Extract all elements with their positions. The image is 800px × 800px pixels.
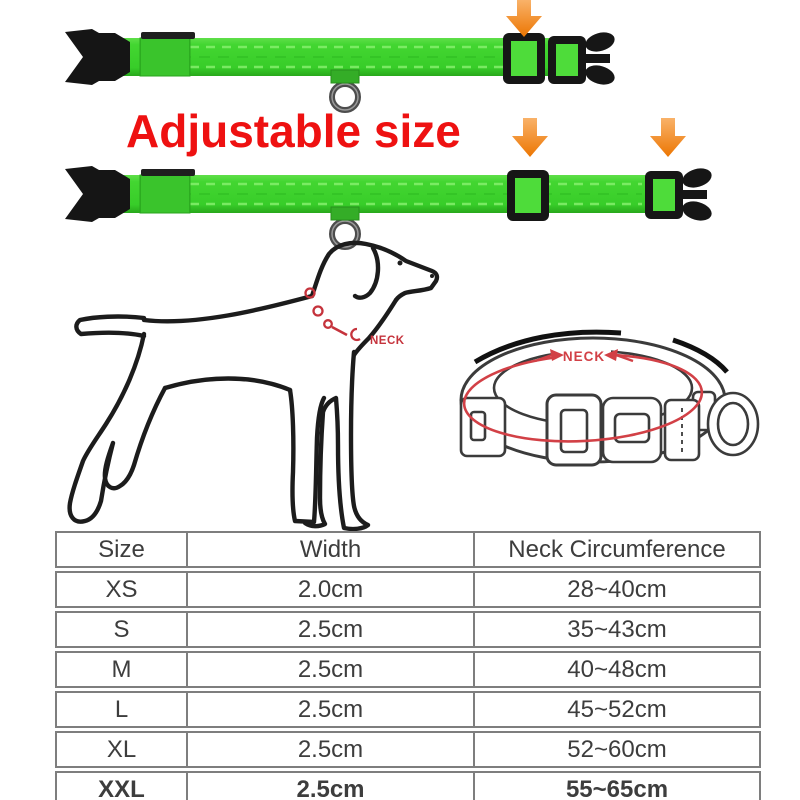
adjustment-arrow-icon — [650, 118, 686, 157]
d-ring-tab — [331, 70, 359, 83]
size-cell: XS — [57, 573, 188, 606]
buckle-side-prong — [583, 29, 617, 55]
neck-cell: 35~43cm — [567, 615, 667, 643]
table-row-xs — [55, 571, 761, 608]
table-header-row — [55, 531, 761, 568]
table-row-m — [55, 651, 761, 688]
size-cell: M — [57, 653, 188, 686]
strap-keeper — [140, 175, 190, 213]
dog-back — [144, 296, 312, 321]
width-cell: 2.5cm — [188, 693, 475, 726]
width-cell: 2.5cm — [188, 773, 475, 800]
buckle-female — [65, 29, 130, 85]
dog-outline-drawing — [60, 240, 440, 540]
width-cell: 2.5cm — [188, 653, 475, 686]
measuring-tape-ring — [314, 307, 323, 316]
slider-strap-window — [515, 178, 541, 213]
buckle-side-prong — [680, 165, 714, 191]
size-table — [55, 531, 761, 800]
buckle-side-prong — [583, 62, 617, 88]
buckle-side-prong — [680, 198, 714, 224]
dog-hind-legs — [70, 334, 165, 522]
table-row-s — [55, 611, 761, 648]
width-cell: 2.0cm — [188, 573, 475, 606]
size-cell: S — [57, 613, 188, 646]
measuring-tape-hook — [351, 329, 360, 340]
strap-keeper — [140, 38, 190, 76]
buckle-male-window — [556, 44, 578, 76]
table-row-l — [55, 691, 761, 728]
dog-eye — [398, 261, 403, 266]
header-size: Size — [57, 533, 188, 566]
adjustment-arrow-icon — [506, 0, 542, 37]
tri-glide-slot — [561, 410, 587, 452]
d-ring-outline-inner — [718, 403, 748, 445]
keeper-edge — [141, 169, 195, 176]
table-row-xxl — [55, 771, 761, 800]
neck-cell: 40~48cm — [567, 655, 667, 683]
table-row-xl — [55, 731, 761, 768]
size-cell: XL — [57, 733, 188, 766]
header-width: Width — [188, 533, 475, 566]
dog-neck-label: NECK — [370, 335, 405, 347]
collar-sketch-drawing — [435, 300, 800, 505]
dog-tail — [76, 317, 144, 336]
dog-nose — [430, 274, 434, 278]
buckle-center-prong — [580, 54, 610, 63]
slider-strap-window — [511, 41, 537, 76]
dog-ear — [355, 248, 378, 298]
measuring-tape-ring — [324, 320, 332, 328]
collar-photo-short — [62, 0, 622, 115]
adjustment-arrow-icon — [512, 118, 548, 157]
measuring-tape-line — [332, 327, 347, 335]
width-cell: 2.5cm — [188, 613, 475, 646]
neck-cell: 52~60cm — [567, 735, 667, 763]
d-ring-tab — [331, 207, 359, 220]
neck-cell: 45~52cm — [567, 695, 667, 723]
buckle-center-prong — [677, 190, 707, 199]
dog-belly — [165, 379, 290, 391]
neck-cell: 28~40cm — [567, 575, 667, 603]
keeper-edge — [141, 32, 195, 39]
page-title: Adjustable size — [126, 105, 461, 157]
collar-neck-label: NECK — [562, 349, 606, 364]
buckle-female — [65, 166, 130, 222]
width-cell: 2.5cm — [188, 733, 475, 766]
header-neck-circumference: Neck Circumference — [508, 535, 726, 563]
buckle-male-window — [653, 179, 675, 211]
neck-cell: 55~65cm — [565, 775, 669, 800]
size-cell: XXL — [57, 773, 188, 800]
size-cell: L — [57, 693, 188, 726]
